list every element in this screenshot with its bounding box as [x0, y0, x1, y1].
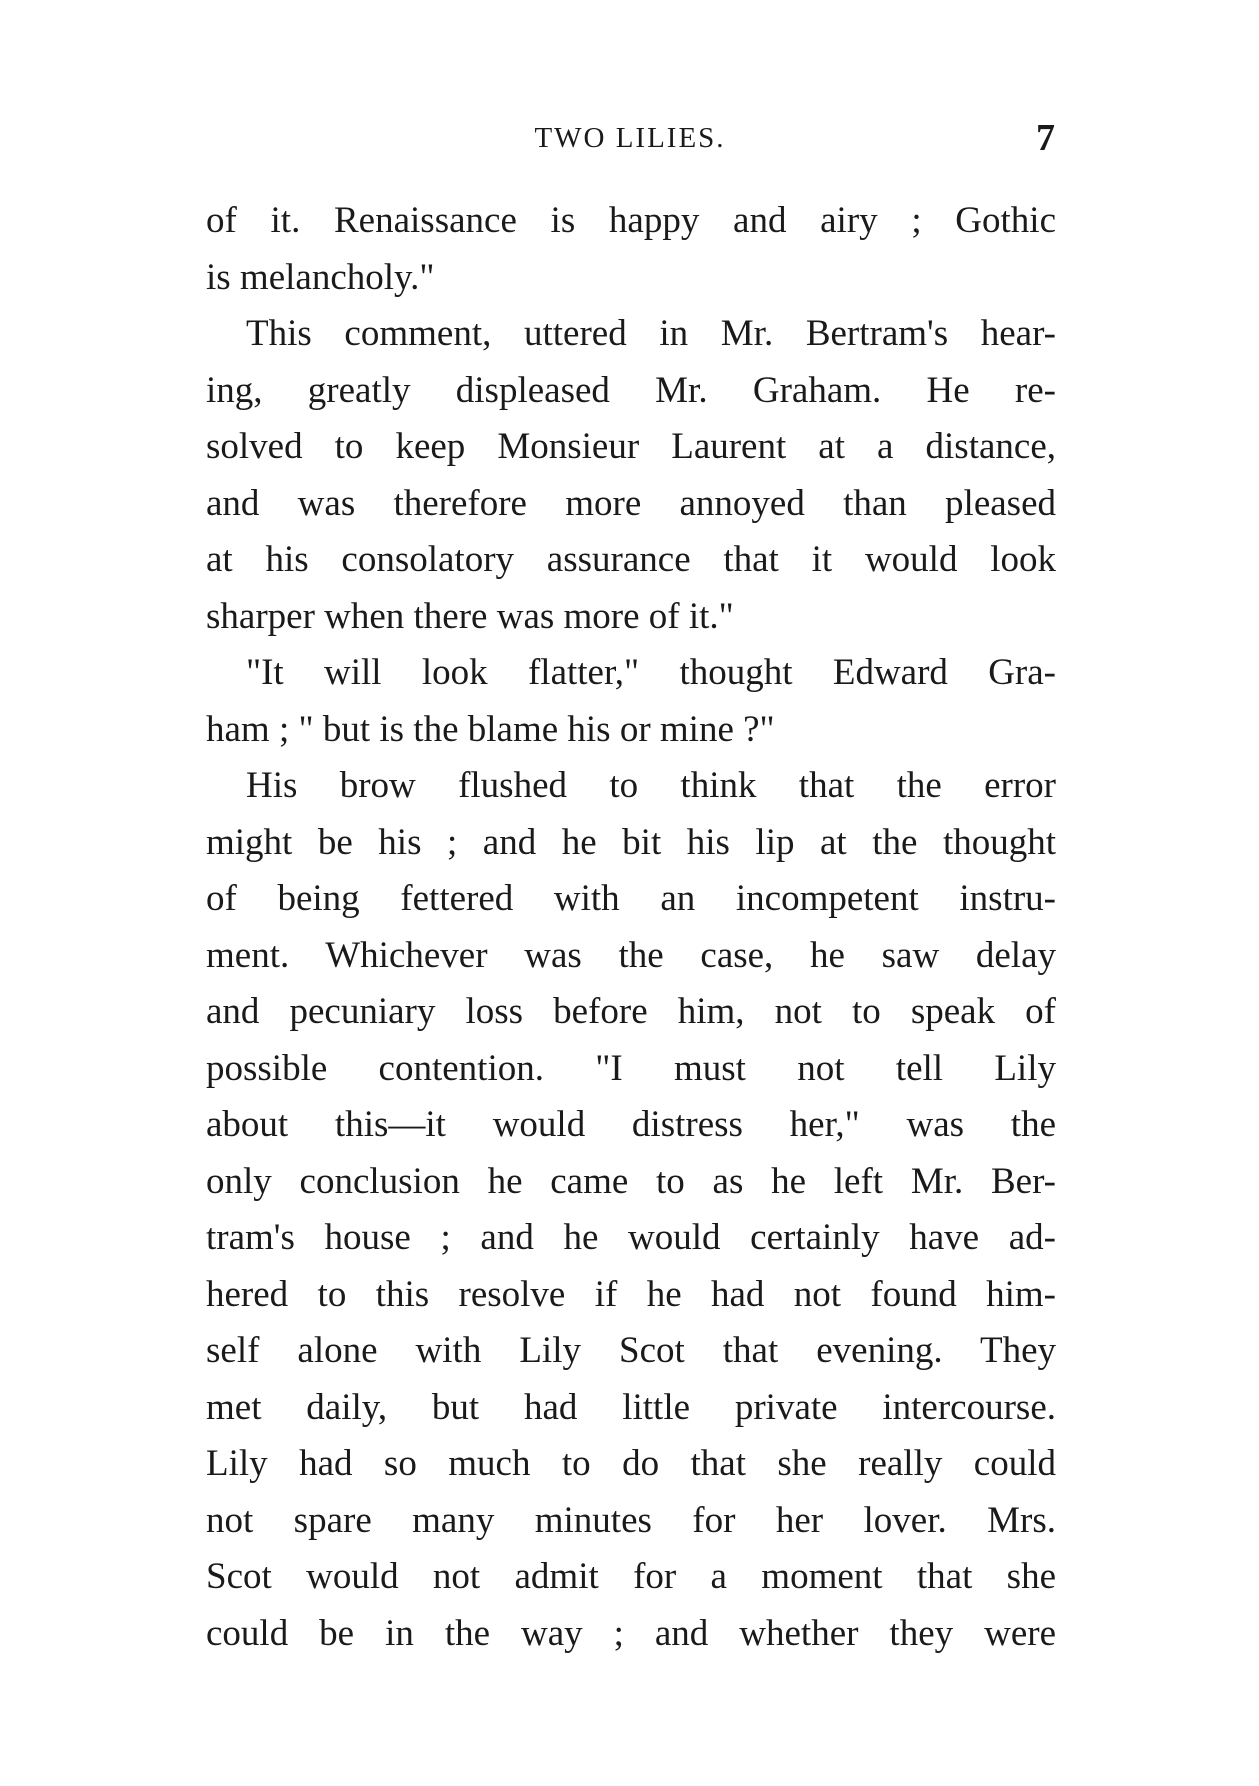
text-line: is melancholy.": [206, 256, 435, 298]
text-line: ham ; " but is the blame his or mine ?": [206, 708, 775, 750]
text-line: met daily, but had little private intercourse.: [206, 1386, 1056, 1428]
text-line: and pecuniary loss before him, not to speak of: [206, 991, 1056, 1032]
text-line: self alone with Lily Scot that evening. They: [206, 1330, 1056, 1371]
text-line: solved to keep Monsieur Laurent at a distance,: [206, 426, 1056, 467]
text-line: ing, greatly displeased Mr. Graham. He re-: [206, 369, 1056, 411]
page-number: 7: [1036, 117, 1055, 159]
text-line: This comment, uttered in Mr. Bertram's hear-: [246, 313, 1056, 354]
text-line: His brow flushed to think that the error: [246, 765, 1056, 806]
running-title: TWO LILIES.: [534, 122, 726, 154]
text-line: could be in the way ; and whether they were: [206, 1612, 1056, 1654]
text-line: hered to this resolve if he had not found him-: [206, 1273, 1056, 1315]
text-line: ment. Whichever was the case, he saw delay: [206, 934, 1056, 976]
text-line: sharper when there was more of it.": [206, 595, 734, 637]
text-line: at his consolatory assurance that it would look: [206, 539, 1056, 580]
text-line: not spare many minutes for her lover. Mrs.: [206, 1499, 1056, 1541]
text-line: of being fettered with an incompetent instru-: [206, 878, 1056, 919]
text-line: about this—it would distress her," was the: [206, 1104, 1056, 1145]
text-line: tram's house ; and he would certainly have ad-: [206, 1217, 1056, 1258]
text-line: Scot would not admit for a moment that she: [206, 1556, 1056, 1597]
body-text: [206, 193, 1056, 1662]
text-line: might be his ; and he bit his lip at the thought: [206, 821, 1056, 863]
text-line: only conclusion he came to as he left Mr. Ber-: [206, 1160, 1056, 1202]
text-line: "It will look flatter," thought Edward Gra-: [246, 652, 1056, 693]
text-line: and was therefore more annoyed than pleased: [206, 482, 1056, 524]
text-line: of it. Renaissance is happy and airy ; Gothic: [206, 200, 1056, 241]
running-head: [205, 118, 1055, 168]
text-line: possible contention. "I must not tell Lily: [206, 1047, 1056, 1089]
text-line: Lily had so much to do that she really could: [206, 1443, 1056, 1484]
